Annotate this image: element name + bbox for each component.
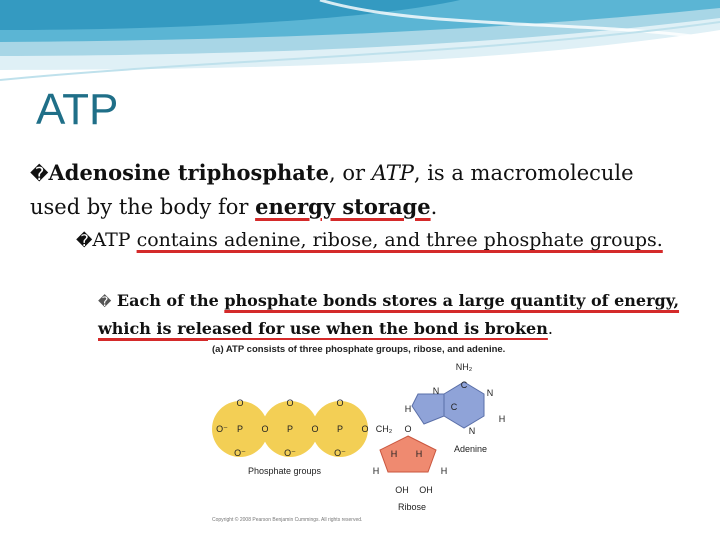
figure-copyright: Copyright © 2008 Pearson Benjamin Cummings. All rights reserved.	[212, 517, 363, 523]
svg-text:O: O	[236, 398, 244, 408]
svg-text:OH: OH	[395, 485, 409, 495]
term-atp: ATP	[371, 161, 414, 185]
svg-text:O: O	[336, 398, 344, 408]
bullet-marker: �	[98, 295, 112, 310]
svg-text:N: N	[486, 388, 494, 398]
svg-text:P: P	[236, 424, 244, 434]
svg-text:C: C	[460, 380, 468, 390]
svg-text:O⁻: O⁻	[216, 424, 228, 434]
svg-text:O: O	[286, 398, 294, 408]
svg-text:C: C	[450, 402, 458, 412]
emphasis-atp-contents: contains adenine, ribose, and three phosphate groups.	[136, 229, 663, 251]
atp-structure-figure	[208, 340, 560, 526]
svg-text:O: O	[361, 424, 369, 434]
figure-caption: (a) ATP consists of three phosphate groups, ribose, and adenine.	[212, 344, 506, 355]
emphasis-phosphate-bonds: phosphate bonds stores a large quantity of energy, which is released for use when the bond is broken	[98, 291, 680, 338]
svg-text:O⁻: O⁻	[234, 448, 246, 458]
emphasis-energy-storage: energy storage	[255, 194, 431, 219]
svg-text:O⁻: O⁻	[284, 448, 296, 458]
svg-text:O: O	[311, 424, 319, 434]
svg-text:P: P	[336, 424, 344, 434]
bullet-atp-contents: �ATP contains adenine, ribose, and three phosphate groups.	[76, 229, 663, 251]
phosphate-groups-label: Phosphate groups	[248, 466, 322, 476]
svg-text:OH: OH	[419, 485, 433, 495]
svg-text:NH₂: NH₂	[455, 362, 473, 372]
slide-title: ATP	[36, 85, 119, 134]
bullet-adenosine-triphosphate: �Adenosine triphosphate, or ATP, is a macromolecule used by the body for energy storage.	[30, 160, 634, 219]
svg-text:H: H	[498, 414, 506, 424]
adenine-label: Adenine	[454, 444, 488, 454]
bullet-phosphate-bonds: � Each of the phosphate bonds stores a large quantity of energy, which is released for use when the bond is broken.	[98, 291, 680, 338]
bullet-marker: �	[76, 231, 93, 250]
bullet-marker: �	[30, 164, 49, 185]
svg-text:O: O	[404, 424, 412, 434]
term-adenosine-triphosphate: Adenosine triphosphate	[48, 160, 329, 185]
svg-text:H: H	[440, 466, 448, 476]
decorative-banner	[0, 0, 720, 90]
svg-text:H: H	[390, 449, 398, 459]
svg-text:CH₂: CH₂	[375, 424, 393, 434]
svg-text:N: N	[468, 426, 476, 436]
svg-text:H: H	[372, 466, 380, 476]
svg-text:H: H	[404, 404, 412, 414]
svg-text:O: O	[261, 424, 269, 434]
svg-text:N: N	[432, 386, 440, 396]
ribose-label: Ribose	[398, 502, 427, 512]
svg-text:P: P	[286, 424, 294, 434]
svg-text:O⁻: O⁻	[334, 448, 346, 458]
svg-text:H: H	[415, 449, 423, 459]
